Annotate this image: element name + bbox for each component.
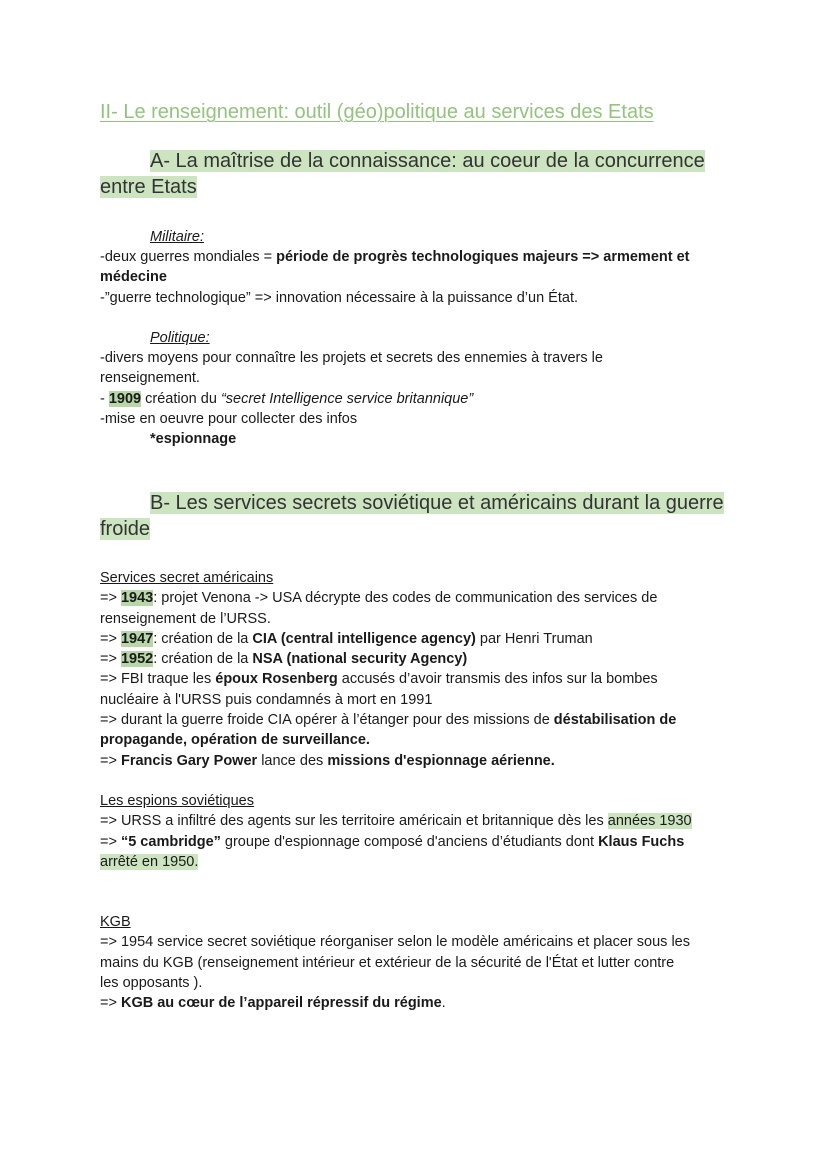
militaire-line1: -deux guerres mondiales = période de progrès technologiques majeurs => armement et	[100, 249, 690, 265]
kgb-heading: KGB	[100, 914, 131, 930]
americains-line7: => durant la guerre froide CIA opérer à l’étanger pour des missions de déstabilisation de	[100, 712, 677, 729]
militaire-block	[100, 247, 730, 308]
kgb-line2: mains du KGB (renseignement intérieur et extérieur de la sécurité de l'État et lutter contre	[100, 954, 675, 971]
espions-line2: => “5 cambridge” groupe d'espionnage composé d'anciens d’étudiants dont Klaus Fuchs	[100, 833, 685, 850]
americains-line6: nucléaire à l'URSS puis condamnés à mort en 1991	[100, 691, 433, 708]
militaire-line2: médecine	[100, 269, 167, 286]
kgb-line4: => KGB au cœur de l’appareil répressif du régime.	[100, 995, 446, 1012]
americains-line1: => 1943: projet Venona -> USA décrypte des codes de communication des services de	[100, 590, 658, 607]
americains-line8: propagande, opération de surveillance.	[100, 732, 370, 749]
section-title: II- Le renseignement: outil (géo)politique au services des Etats	[100, 101, 654, 123]
politique-line2: renseignement.	[100, 370, 200, 387]
americains-heading: Services secret américains	[100, 570, 274, 586]
politique-line4: -mise en oeuvre pour collecter des infos	[100, 410, 358, 427]
politique-line5: *espionnage	[150, 431, 237, 448]
americains-line5: => FBI traque les époux Rosenberg accusés d’avoir transmis des infos sur la bombes	[100, 671, 658, 688]
kgb-block	[100, 912, 730, 1013]
subsection-a-title	[100, 148, 740, 200]
americains-block	[100, 568, 730, 771]
militaire-heading: Militaire:	[150, 229, 204, 245]
espions-block	[100, 791, 730, 872]
subsection-a-title-line2: entre Etats	[100, 176, 197, 198]
subsection-a-title-line1: A- La maîtrise de la connaissance: au coeur de la concurrence	[150, 150, 705, 172]
espions-line3: arrêté en 1950.	[100, 853, 199, 870]
militaire-line3: -”guerre technologique” => innovation nécessaire à la puissance d’un État.	[100, 289, 578, 306]
subsection-b-title	[100, 490, 740, 542]
politique-line3: - 1909 création du “secret Intelligence service britannique”	[100, 390, 474, 407]
kgb-line3: les opposants ).	[100, 974, 203, 991]
americains-line3: => 1947: création de la CIA (central intelligence agency) par Henri Truman	[100, 630, 593, 647]
kgb-line1: => 1954 service secret soviétique réorganiser selon le modèle américains et placer sous les	[100, 934, 690, 951]
americains-line4: => 1952: création de la NSA (national security Agency)	[100, 651, 468, 668]
subsection-b-title-line2: froide	[100, 518, 151, 540]
politique-line1: -divers moyens pour connaître les projets et secrets des ennemies à travers le	[100, 350, 603, 366]
politique-heading: Politique:	[150, 330, 210, 346]
subsection-b-title-line1: B- Les services secrets soviétique et américains durant la guerre	[150, 492, 724, 514]
espions-heading: Les espions soviétiques	[100, 793, 254, 809]
americains-line2: renseignement de l’URSS.	[100, 610, 271, 627]
espions-line1: => URSS a infiltré des agents sur les territoire américain et britannique dès les années 1930	[100, 813, 692, 830]
americains-line9: => Francis Gary Power lance des missions d'espionnage aérienne.	[100, 752, 555, 769]
politique-block	[100, 348, 730, 449]
